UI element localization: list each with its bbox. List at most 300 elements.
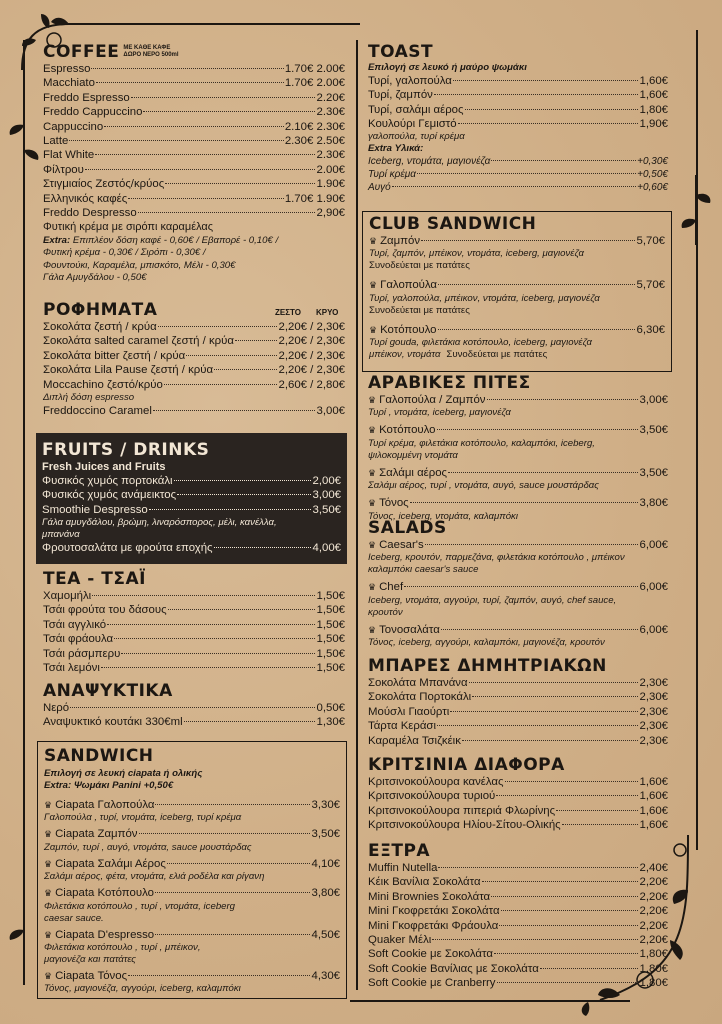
dot-leader bbox=[177, 494, 311, 495]
dot-leader bbox=[410, 502, 639, 503]
dot-leader bbox=[121, 653, 315, 654]
item-description: Φιλετάκια κοτόπουλο , τυρί , μπέικον, bbox=[44, 942, 201, 954]
menu-item bbox=[368, 623, 668, 637]
arabic-title: ΑΡΑΒΙΚΕΣ ΠΙΤΕΣ bbox=[368, 373, 531, 393]
item-name: Iceberg, ντομάτα, μαγιονέζα bbox=[368, 155, 491, 167]
menu-item bbox=[43, 76, 345, 90]
menu-item bbox=[43, 120, 345, 134]
menu-item bbox=[368, 719, 668, 733]
item-name: Flat White bbox=[43, 149, 95, 162]
item-price: 2,20€ / 2,30€ bbox=[278, 349, 345, 362]
menu-item bbox=[43, 320, 345, 334]
tea-section bbox=[43, 569, 345, 675]
dot-leader bbox=[101, 667, 316, 668]
item-name: Τσάι ράσμπερυ bbox=[43, 647, 121, 660]
frame-line-right bbox=[696, 30, 698, 850]
crown-bullet-icon: ♛ bbox=[44, 800, 53, 810]
item-description: Τόνος, iceberg, αγγούρι, καλαμπόκι, μαγιονέζα, κρουτόν bbox=[368, 637, 605, 649]
menu-item bbox=[44, 827, 340, 841]
dot-leader bbox=[155, 804, 310, 805]
item-price: 1,60€ bbox=[639, 804, 668, 817]
menu-item bbox=[368, 890, 668, 904]
dot-leader bbox=[164, 384, 278, 385]
item-name: Τόνος bbox=[379, 497, 409, 510]
item-name: Mini Γκοφρετάκι Φράουλα bbox=[368, 919, 499, 932]
dot-leader bbox=[438, 329, 636, 330]
menu-item bbox=[43, 701, 345, 715]
rofimata-note: Διπλή δόση espresso bbox=[43, 392, 135, 404]
menu-item bbox=[43, 378, 345, 392]
crown-bullet-icon: ♛ bbox=[44, 929, 53, 940]
menu-item bbox=[43, 334, 345, 348]
item-name: Σοκολάτα Μπανάνα bbox=[368, 677, 468, 689]
item-name: Ciapata Ζαμπόν bbox=[55, 828, 138, 841]
item-price: 1,80€ bbox=[639, 977, 668, 990]
dot-leader bbox=[184, 721, 316, 722]
item-description: Σαλάμι αέρος, φέτα, ντομάτα, ελιά ροδέλα και ρίγανη bbox=[44, 871, 265, 883]
dot-leader bbox=[501, 910, 639, 911]
item-name: Cappuccino bbox=[43, 120, 104, 133]
item-price: 2,60€ / 2,80€ bbox=[278, 378, 345, 391]
soft-drinks-section bbox=[43, 681, 345, 730]
menu-item bbox=[368, 775, 668, 789]
item-price: 3,80€ bbox=[311, 887, 340, 900]
item-price: 3,50€ bbox=[312, 503, 341, 516]
menu-item bbox=[43, 349, 345, 363]
dot-leader bbox=[143, 111, 315, 112]
cereal-bars-section bbox=[368, 656, 668, 748]
dot-leader bbox=[421, 240, 635, 241]
item-name: Κοτόπουλο bbox=[379, 424, 436, 437]
cold-column-label: ΚΡΥΟ bbox=[316, 308, 339, 317]
served-with-fries-note: Συνοδεύεται με πατάτες bbox=[369, 304, 470, 316]
menu-item bbox=[368, 580, 668, 594]
item-description: Τυρί, γαλοπούλα, μπέικον, ντομάτα, iceberg, μαγιονέζα bbox=[369, 292, 600, 304]
dot-leader bbox=[438, 867, 638, 868]
item-name: Τσάι φράουλα bbox=[43, 633, 114, 646]
item-name: Αναψυκτικό κουτάκι 330€ml bbox=[43, 716, 183, 729]
item-name: Τσάι λεμόνι bbox=[43, 662, 100, 675]
salads-title: SALADS bbox=[368, 518, 447, 538]
menu-item: Φρουτοσαλάτα με φρούτα εποχής 4,00€ bbox=[42, 542, 341, 555]
item-price: 2.20€ bbox=[316, 91, 345, 104]
menu-item bbox=[368, 875, 668, 889]
item-name: Smoothie Despresso bbox=[42, 503, 148, 516]
dot-leader bbox=[505, 781, 639, 782]
dot-leader bbox=[432, 939, 638, 940]
dot-leader bbox=[107, 624, 315, 625]
menu-item bbox=[44, 798, 340, 812]
item-price: 4,10€ bbox=[311, 857, 340, 870]
item-price: 3,80€ bbox=[639, 497, 668, 510]
menu-item bbox=[43, 715, 345, 729]
rofimata-title: ΡΟΦΗΜΑΤΑ bbox=[43, 300, 158, 320]
menu-item bbox=[368, 976, 668, 990]
dot-leader bbox=[462, 740, 639, 741]
dot-leader bbox=[131, 97, 316, 98]
menu-item bbox=[368, 168, 668, 181]
smoothie-description: Γάλα αμυγδάλου, βρώμη, λιναρόσπορος, μέλι, κανέλλα, μπανάνα bbox=[42, 517, 277, 541]
toast-list bbox=[368, 74, 668, 132]
item-price: 3,00€ bbox=[312, 489, 341, 502]
item-price: 0,50€ bbox=[316, 702, 345, 714]
menu-item bbox=[368, 88, 668, 102]
item-price: 2,90€ bbox=[316, 207, 345, 220]
item-name: Ciapata D'espresso bbox=[55, 928, 155, 941]
fruits-subtitle: Fresh Juices and Fruits bbox=[42, 461, 166, 473]
dot-leader bbox=[562, 824, 639, 825]
dot-leader bbox=[96, 82, 284, 83]
salads-list bbox=[368, 538, 668, 649]
sandwich-list bbox=[44, 798, 340, 995]
dot-leader bbox=[92, 595, 315, 596]
dot-leader bbox=[114, 638, 315, 639]
menu-item bbox=[43, 148, 345, 162]
crown-bullet-icon: ♛ bbox=[44, 829, 53, 840]
item-price: +0,50€ bbox=[637, 168, 668, 180]
menu-item bbox=[43, 589, 345, 603]
item-price: 2,30€ bbox=[639, 677, 668, 689]
item-price: +0,30€ bbox=[637, 155, 668, 167]
coffee-extras: Extra: Επιπλέον δόση καφέ - 0,60€ / Εβαπορέ - 0,10€ / Φυτική κρέμα - 0,30€ / Σιρόπι - 0,30€ / Φουντούκι, Καραμέλα, μπισκότο, Μέλι - 0,30€ Γάλα Αμυγδάλου - 0,50€ bbox=[43, 234, 279, 284]
item-name: Ciapata Τόνος bbox=[55, 970, 128, 983]
salads-section bbox=[368, 518, 668, 653]
menu-item bbox=[44, 886, 340, 900]
item-price: 2,20€ bbox=[639, 905, 668, 918]
bars-list bbox=[368, 676, 668, 748]
dot-leader bbox=[85, 169, 316, 170]
dot-leader bbox=[104, 126, 284, 127]
item-name: Τάρτα Κεράσι bbox=[368, 720, 436, 733]
item-price: 1,60€ bbox=[639, 790, 668, 803]
menu-item bbox=[43, 105, 345, 119]
menu-item bbox=[43, 603, 345, 617]
item-name: Στιγμιαίος Ζεστός/κρύος bbox=[43, 178, 165, 191]
dot-leader bbox=[453, 80, 639, 81]
item-name: Macchiato bbox=[43, 77, 95, 90]
item-price: 1,50€ bbox=[316, 647, 345, 660]
item-price: 3,50€ bbox=[311, 828, 340, 841]
item-price: 2,30€ bbox=[639, 691, 668, 704]
item-price: 1,60€ bbox=[639, 776, 668, 788]
item-price: 1,80€ bbox=[639, 962, 668, 975]
menu-item bbox=[43, 91, 345, 105]
item-name: Φυσικός χυμός πορτοκάλι bbox=[42, 475, 173, 487]
item-name: Chef bbox=[379, 581, 404, 594]
crown-bullet-icon: ♛ bbox=[369, 280, 378, 291]
item-price: 1,60€ bbox=[639, 819, 668, 832]
club-list bbox=[369, 234, 665, 361]
hot-column-label: ΖΕΣΤΟ bbox=[275, 308, 301, 317]
kritsinia-title: ΚΡΙΤΣΙΝΙΑ ΔΙΑΦΟΡΑ bbox=[368, 755, 565, 775]
item-name: Quaker Μέλι bbox=[368, 934, 432, 947]
item-name: Σοκολάτα salted caramel ζεστή / κρύα bbox=[43, 335, 234, 348]
item-name: Νερό bbox=[43, 702, 70, 714]
item-price: 1,80€ bbox=[639, 103, 668, 116]
coffee-note-line2: ΔΩΡΟ ΝΕΡΟ 500ml bbox=[123, 52, 179, 58]
item-price: 1,50€ bbox=[316, 590, 345, 602]
menu-item bbox=[43, 363, 345, 377]
item-description: καλαμπόκι caesar's sauce bbox=[368, 564, 479, 576]
item-name: Σοκολάτα Πορτοκάλι bbox=[368, 691, 472, 704]
item-price: 1,90€ bbox=[639, 118, 668, 131]
club-title: CLUB SANDWICH bbox=[369, 214, 537, 234]
item-name: Γαλοπούλα / Ζαμπόν bbox=[379, 394, 486, 406]
dot-leader bbox=[499, 925, 638, 926]
item-price: 6,00€ bbox=[639, 539, 668, 551]
item-description: Τόνος, iceberg, ντομάτα, καλαμπόκι bbox=[368, 510, 518, 522]
item-name: Κριτσινοκούλουρα πιπεριά Φλωρίνης bbox=[368, 804, 556, 817]
crown-bullet-icon: ♛ bbox=[44, 971, 53, 982]
item-price: 2,00€ bbox=[312, 475, 341, 487]
menu-item bbox=[43, 62, 345, 76]
crown-bullet-icon: ♛ bbox=[368, 425, 377, 436]
item-name: Φίλτρου bbox=[43, 163, 84, 176]
served-with-fries-note: Συνοδεύεται με πατάτες bbox=[369, 260, 470, 272]
toast-section bbox=[368, 42, 668, 194]
dot-leader bbox=[168, 609, 316, 610]
item-name: Κριτσινοκούλουρα Ηλίου-Σίτου-Ολικής bbox=[368, 819, 561, 832]
dot-leader bbox=[465, 109, 639, 110]
menu-item bbox=[368, 818, 668, 832]
item-description: Τυρί gouda, φιλετάκια κοτόπουλο, iceberg, μαγιονέζα bbox=[369, 337, 593, 349]
dot-leader bbox=[472, 696, 638, 697]
item-price: 1.70€ 2.00€ bbox=[284, 77, 345, 90]
menu-item: Freddoccino Caramel 3,00€ bbox=[43, 405, 345, 418]
item-name: Mini Γκοφρετάκι Σοκολάτα bbox=[368, 905, 500, 918]
soft-drinks-list bbox=[43, 701, 345, 730]
bars-title: ΜΠΑΡΕΣ ΔΗΜΗΤΡΙΑΚΩΝ bbox=[368, 656, 607, 676]
dot-leader bbox=[458, 123, 639, 124]
item-name: Espresso bbox=[43, 63, 91, 75]
item-name: Μούσλι Γιαούρτι bbox=[368, 705, 450, 718]
item-name: Ciapata Σαλάμι Αέρος bbox=[55, 857, 166, 870]
coffee-section bbox=[43, 42, 345, 285]
toast-title: TOAST bbox=[368, 42, 434, 62]
dot-leader bbox=[482, 881, 639, 882]
item-description: Ζαμπόν, τυρί , αυγό, ντομάτα, sauce μουστάρδας bbox=[44, 841, 252, 853]
item-name: Ζαμπόν bbox=[380, 235, 421, 247]
item-description: Iceberg, ντομάτα, αγγούρι, τυρί, ζαμπόν, αυγό, chef sauce, bbox=[368, 594, 617, 606]
dot-leader bbox=[437, 429, 639, 430]
item-price: +0,60€ bbox=[637, 181, 668, 193]
item-price: 3,30€ bbox=[311, 799, 340, 811]
item-price: 2,20€ / 2,30€ bbox=[278, 335, 345, 348]
rofimata-list bbox=[43, 320, 345, 392]
item-name: Moccachino ζεστό/κρύο bbox=[43, 378, 163, 391]
menu-item bbox=[44, 969, 340, 983]
dot-leader bbox=[417, 173, 636, 174]
crown-bullet-icon: ♛ bbox=[368, 582, 377, 593]
item-description: Σαλάμι αέρος, τυρί , ντομάτα, αυγό, sauce μουστάρδας bbox=[368, 480, 599, 492]
menu-item bbox=[369, 323, 665, 337]
menu-item bbox=[368, 117, 668, 131]
item-name: Κριτσινοκούλουρα κανέλας bbox=[368, 776, 504, 788]
dot-leader bbox=[70, 707, 315, 708]
menu-item bbox=[369, 278, 665, 292]
dot-leader bbox=[165, 183, 315, 184]
fruits-list bbox=[42, 474, 341, 517]
item-price: 2,20€ / 2,30€ bbox=[278, 364, 345, 377]
item-name: Κέικ Βανίλια Σοκολάτα bbox=[368, 876, 481, 889]
dot-leader bbox=[556, 810, 638, 811]
coffee-list bbox=[43, 62, 345, 220]
item-name: Τσάι φρούτα του δάσους bbox=[43, 604, 167, 617]
item-price: 6,00€ bbox=[639, 581, 668, 594]
frame-line-top bbox=[60, 23, 360, 25]
item-name: Soft Cookie με Σοκολάτα bbox=[368, 948, 493, 961]
item-name: Ciapata Γαλοπούλα bbox=[55, 799, 155, 811]
menu-item bbox=[42, 474, 341, 488]
menu-item bbox=[368, 393, 668, 407]
menu-item bbox=[368, 904, 668, 918]
menu-item bbox=[43, 618, 345, 632]
menu-item bbox=[368, 962, 668, 976]
menu-item bbox=[368, 919, 668, 933]
frame-line-middle bbox=[356, 40, 358, 990]
item-name: Καραμέλα Τσιζκέικ bbox=[368, 734, 461, 747]
item-price: 5,70€ bbox=[636, 279, 665, 292]
vine-ornament-right-icon bbox=[680, 175, 720, 245]
menu-item bbox=[369, 234, 665, 248]
menu-item bbox=[43, 632, 345, 646]
menu-item bbox=[368, 423, 668, 437]
item-name: Τυρί, ζαμπόν bbox=[368, 89, 433, 102]
item-name: Soft Cookie με Cranberry bbox=[368, 977, 496, 990]
item-price: 2,30€ bbox=[639, 720, 668, 733]
menu-item bbox=[368, 181, 668, 194]
item-name: Freddo Despresso bbox=[43, 207, 137, 220]
item-price: 2,20€ bbox=[639, 890, 668, 903]
dot-leader bbox=[128, 198, 284, 199]
menu-item bbox=[368, 789, 668, 803]
item-price: 2.30€ bbox=[316, 149, 345, 162]
item-description: κρουτόν bbox=[368, 606, 403, 618]
dot-leader bbox=[149, 509, 312, 510]
menu-item bbox=[368, 804, 668, 818]
item-description: Τυρί , ντομάτα, iceberg, μαγιονέζα bbox=[368, 407, 511, 419]
item-name: Κριτσινοκούλουρα τυριού bbox=[368, 790, 496, 803]
menu-item bbox=[368, 933, 668, 947]
kritsinia-list bbox=[368, 775, 668, 833]
item-name: Mini Brownies Σοκολάτα bbox=[368, 890, 491, 903]
menu-item bbox=[42, 488, 341, 502]
toast-bread-note: Επιλογή σε λευκό ή μαύρο ψωμάκι bbox=[368, 62, 527, 73]
item-description: ψιλοκομμένη ντομάτα bbox=[368, 449, 458, 461]
sandwich-title: SANDWICH bbox=[44, 746, 154, 766]
menu-item bbox=[43, 177, 345, 191]
breadsticks-section bbox=[368, 755, 668, 833]
dot-leader bbox=[497, 982, 639, 983]
item-price: 2.30€ bbox=[316, 106, 345, 119]
menu-item bbox=[368, 861, 668, 875]
item-name: Freddo Espresso bbox=[43, 91, 130, 104]
sandwich-panini-note: Extra: Ψωμάκι Panini +0,50€ bbox=[44, 780, 174, 791]
item-price: 1,50€ bbox=[316, 604, 345, 617]
item-description: μαγιονέζα και πατάτες bbox=[44, 954, 136, 966]
menu-item bbox=[368, 734, 668, 748]
item-price: 2,20€ / 2,30€ bbox=[278, 321, 345, 333]
item-price: 1,30€ bbox=[316, 716, 345, 729]
menu-item bbox=[43, 661, 345, 675]
dot-leader bbox=[404, 586, 638, 587]
crown-bullet-icon: ♛ bbox=[368, 467, 377, 478]
menu-item bbox=[43, 192, 345, 206]
item-price: 6,30€ bbox=[636, 323, 665, 336]
menu-item bbox=[368, 496, 668, 510]
menu-item bbox=[43, 134, 345, 148]
item-price: 1.90€ bbox=[316, 178, 345, 191]
item-description: Φιλετάκια κοτόπουλο , τυρί , ντομάτα, iceberg bbox=[44, 900, 236, 912]
dot-leader bbox=[128, 975, 310, 976]
item-price: 3,50€ bbox=[639, 466, 668, 479]
coffee-title: COFFEE bbox=[43, 42, 120, 62]
item-name: Σοκολάτα bitter ζεστή / κρύα bbox=[43, 349, 186, 362]
club-sandwich-section bbox=[362, 211, 672, 372]
dot-leader bbox=[491, 160, 636, 161]
item-name: Τυρί, γαλοπούλα bbox=[368, 75, 452, 87]
coffee-note-line1: ΜΕ ΚΑΘΕ ΚΑΦΕ bbox=[123, 45, 171, 51]
extra-title: ΕΞΤΡΑ bbox=[368, 841, 431, 861]
item-name: Latte bbox=[43, 135, 69, 148]
dot-leader bbox=[437, 725, 638, 726]
dot-leader bbox=[214, 369, 277, 370]
dot-leader bbox=[450, 711, 638, 712]
item-price: 3,50€ bbox=[639, 424, 668, 437]
coffee-cream-note: Φυτική κρέμα με σιρόπι καραμέλας bbox=[43, 221, 214, 234]
item-price: 6,00€ bbox=[639, 623, 668, 636]
toast-extra-label: Extra Υλικά: bbox=[368, 142, 424, 154]
tea-list bbox=[43, 589, 345, 675]
dot-leader bbox=[494, 953, 639, 954]
fruits-section bbox=[36, 433, 347, 564]
menu-item bbox=[368, 676, 668, 690]
item-name: Σοκολάτα Lila Pause ζεστή / κρύα bbox=[43, 364, 214, 377]
item-description: Τυρί, ζαμπόν, μπέικον, ντομάτα, iceberg, μαγιονέζα bbox=[369, 248, 584, 260]
crown-bullet-icon: ♛ bbox=[44, 888, 53, 899]
fruits-title: FRUITS / DRINKS bbox=[42, 440, 210, 460]
item-description: Iceberg, κρουτόν, παρμεζάνα, φιλετάκια κοτόπουλο , μπέικον bbox=[368, 552, 625, 564]
item-name: Φυσικός χυμός ανάμεικτος bbox=[42, 489, 177, 502]
crown-bullet-icon: ♛ bbox=[368, 395, 377, 405]
item-name: Σοκολάτα ζεστή / κρύα bbox=[43, 321, 157, 333]
item-price: 1,60€ bbox=[639, 89, 668, 102]
crown-bullet-icon: ♛ bbox=[368, 624, 377, 635]
item-name: Τυρί, σαλάμι αέρος bbox=[368, 103, 464, 116]
crown-bullet-icon: ♛ bbox=[368, 540, 377, 550]
extra-list bbox=[368, 861, 668, 991]
item-price: 2.30€ 2.50€ bbox=[284, 135, 345, 148]
koulouri-description: γαλοπούλα, τυρί κρέμα bbox=[368, 130, 465, 142]
crown-bullet-icon: ♛ bbox=[368, 498, 377, 509]
menu-item bbox=[43, 163, 345, 177]
dot-leader bbox=[138, 212, 316, 213]
item-price: 2.00€ bbox=[316, 163, 345, 176]
item-price: 2,30€ bbox=[639, 705, 668, 718]
item-description: μπέικον, ντομάτα Συνοδεύεται με πατάτες bbox=[369, 349, 548, 361]
dot-leader bbox=[167, 863, 311, 864]
sandwich-section bbox=[37, 741, 347, 999]
dot-leader bbox=[95, 154, 315, 155]
menu-item bbox=[43, 647, 345, 661]
crown-bullet-icon: ♛ bbox=[44, 858, 53, 869]
toast-extras-list bbox=[368, 155, 668, 194]
item-price: 3,00€ bbox=[639, 394, 668, 406]
item-price: 1,80€ bbox=[639, 948, 668, 961]
menu-item bbox=[368, 538, 668, 552]
item-name: Τσάι αγγλικό bbox=[43, 618, 107, 631]
crown-bullet-icon: ♛ bbox=[369, 236, 378, 246]
